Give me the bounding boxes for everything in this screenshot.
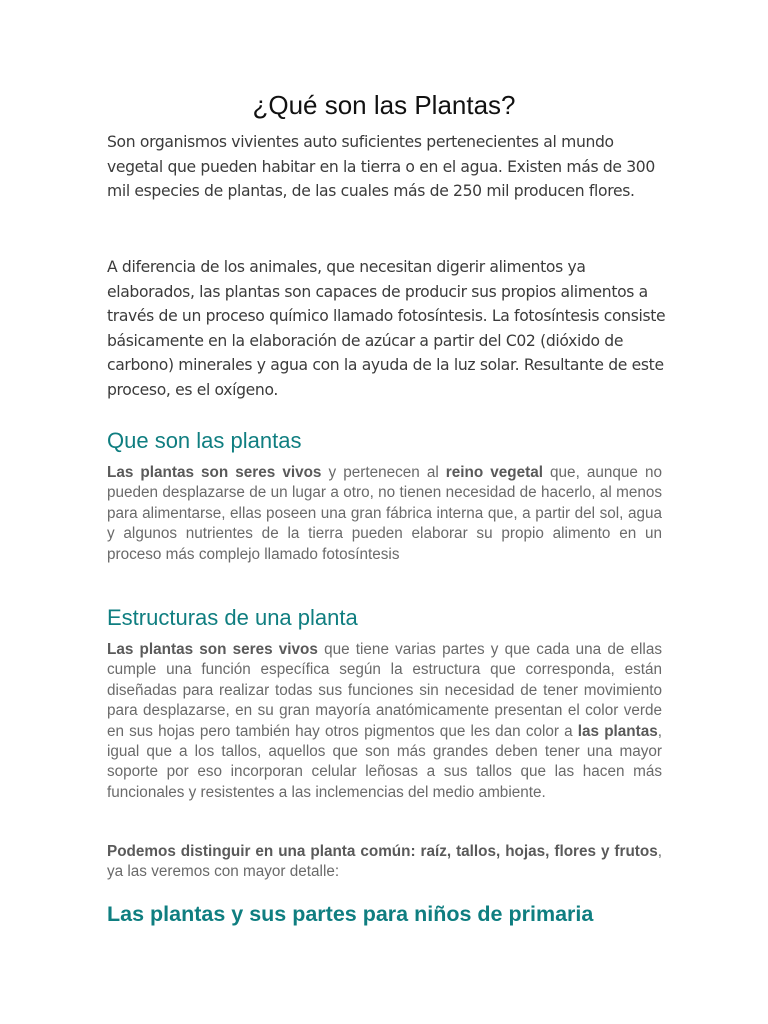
section-heading-que-son: Que son las plantas	[107, 428, 302, 453]
intro-paragraph-2: A diferencia de los animales, que necesitan digerir alimentos ya elaborados, las plantas son capaces de producir sus propios alimentos a través de un proceso químico llamado fotosíntesis. La fotosíntesis consiste básicamente en la elaboración de azúcar a partir del C02 (dióxido de carbono) minerales y agua con la ayuda de la luz solar. Resultante de este proceso, es el oxígeno.	[107, 258, 666, 399]
section-paragraph-estructuras	[107, 640, 662, 803]
section-paragraph-que-son	[107, 463, 662, 565]
body-text: que tiene varias partes y que cada una de ellas cumple una función específica según la estructura que corresponda, están diseñadas para realizar todas sus funciones sin necesidad de tener movimiento para desplazarse, en su gran mayoría anatómicamente presentan el color verde en sus hojas pero también hay otros pigmentos que les dan color a	[107, 641, 662, 740]
bold-text: las plantas	[577, 722, 658, 740]
section-paragraph-partes	[107, 842, 662, 883]
bold-text: reino vegetal	[445, 464, 543, 481]
page-title: ¿Qué son las Plantas?	[252, 90, 516, 120]
body-text: que, aunque no pueden desplazarse de un lugar a otro, no tienen necesidad de hacerlo, al menos para alimentarse, ellas poseen una gran fábrica interna que, a partir del sol, agua y algunos nutrientes de la tierra pueden elaborar su propio alimento en un proceso más complejo llamado fotosíntesis	[107, 464, 662, 563]
section-heading-estructuras: Estructuras de una planta	[107, 605, 358, 630]
bold-text: Las plantas son seres vivos	[107, 464, 322, 481]
bold-text: Podemos distinguir en una planta común: raíz, tallos, hojas, flores y frutos	[107, 843, 658, 860]
section-heading-partes-ninos: Las plantas y sus partes para niños de primaria	[107, 902, 594, 926]
body-text: , ya las veremos con mayor detalle:	[107, 843, 662, 881]
intro-paragraph-1: Son organismos vivientes auto suficientes pertenecientes al mundo vegetal que pueden habitar en la tierra o en el agua. Existen más de 300 mil especies de plantas, de las cuales más de 250 mil producen flores.	[107, 133, 655, 201]
body-text: , igual que a los tallos, aquellos que son más grandes deben tener una mayor soporte por eso incorporan celular leñosas a sus tallos que las hacen más funcionales y resistentes a las inclemencias del medio ambiente.	[107, 722, 662, 801]
body-text: y pertenecen al	[321, 464, 446, 481]
bold-text: Las plantas son seres vivos	[107, 641, 318, 658]
